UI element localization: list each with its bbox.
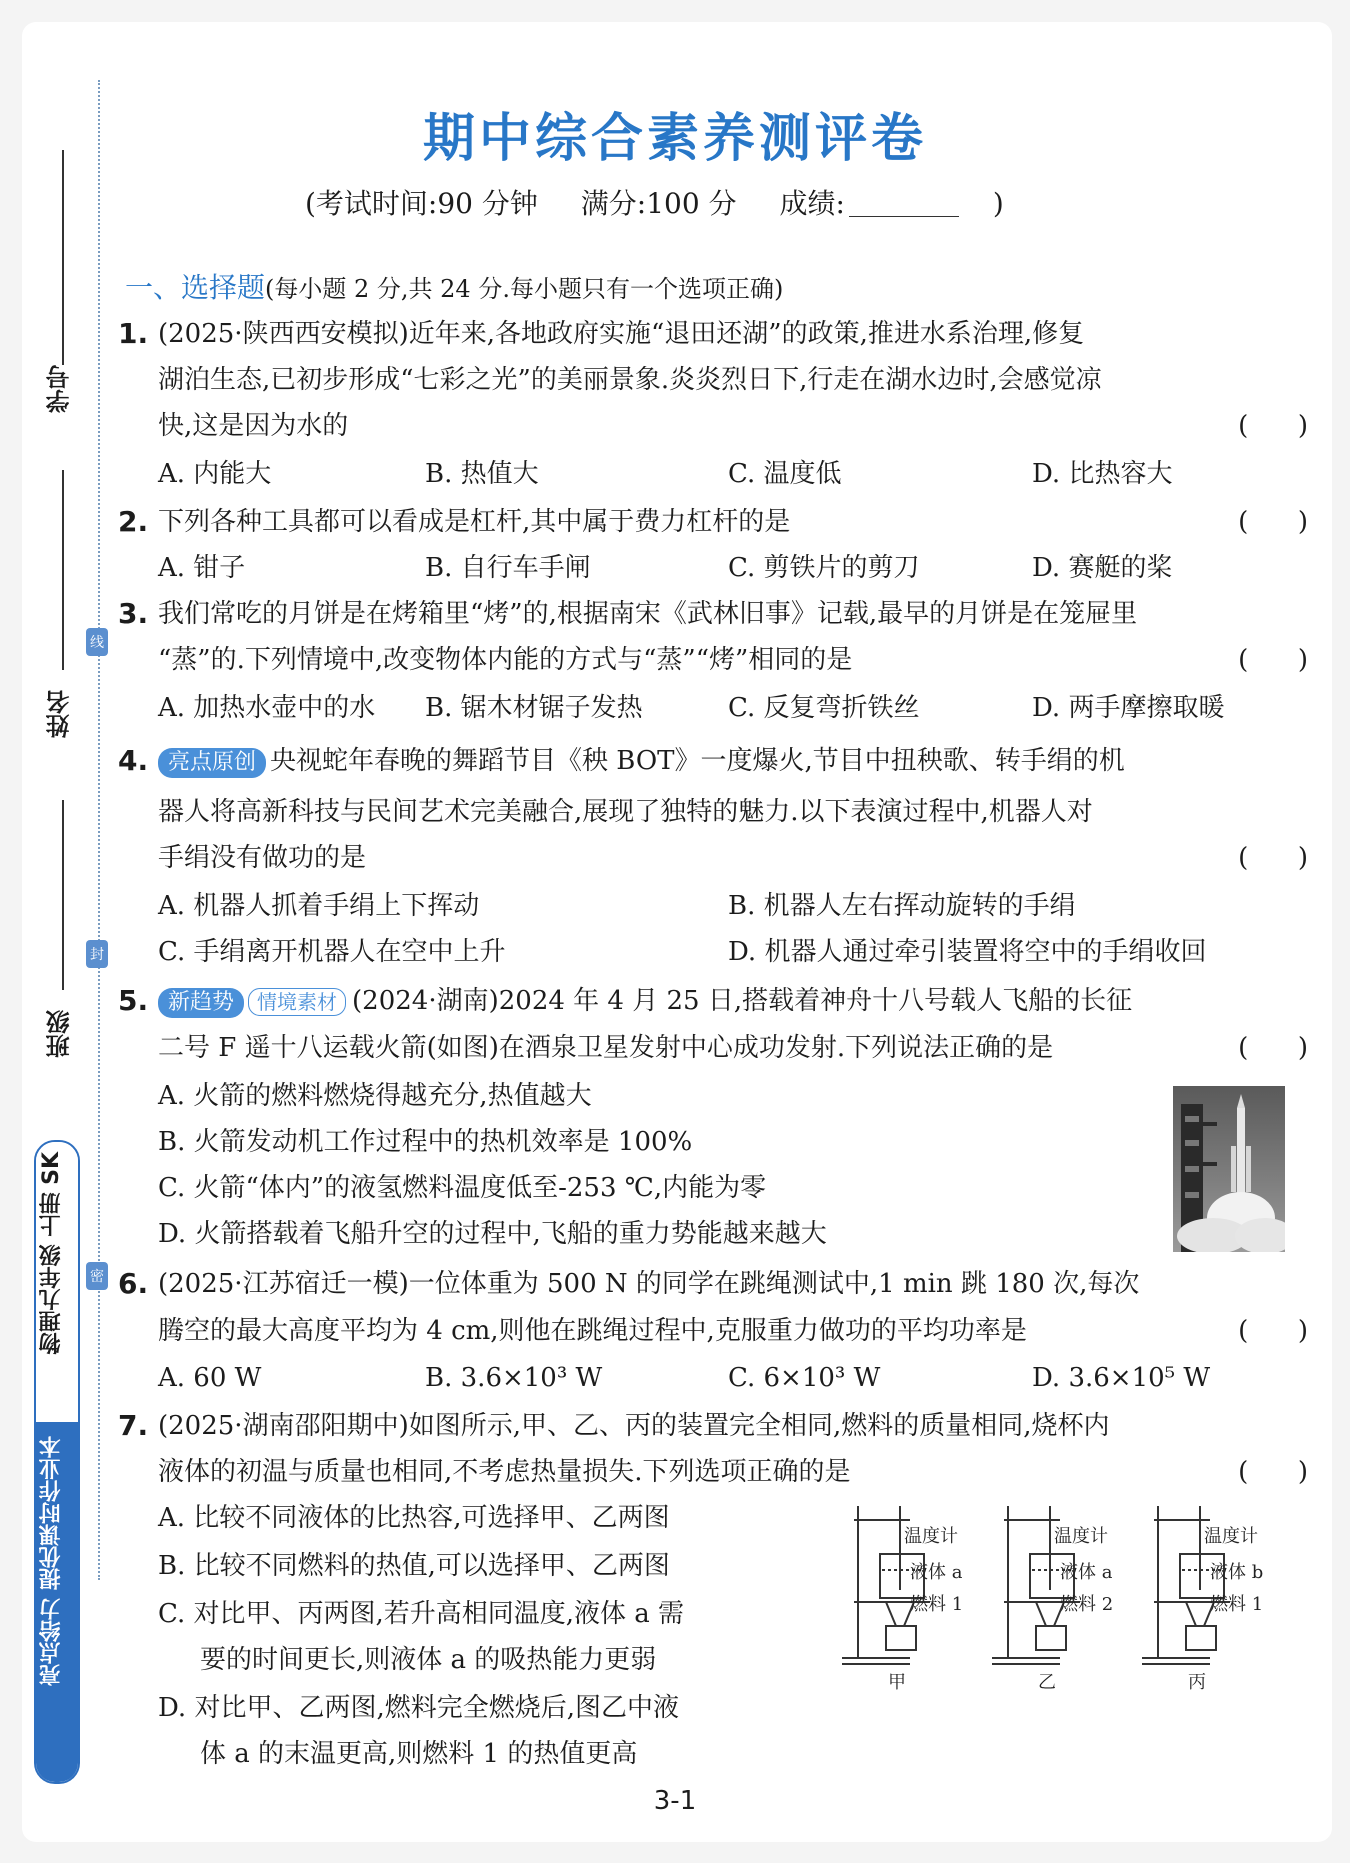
q5-number: 5. — [118, 984, 149, 1017]
spine-series-name: 亮点给力 提优课时作业本 — [39, 1436, 64, 1686]
q6-answer-paren[interactable]: ( ) — [1238, 1316, 1308, 1346]
binding-mark-seal: 封 — [86, 940, 108, 968]
liquid-label-yi: 液体 a — [1060, 1562, 1113, 1583]
q1-line: 湖泊生态,已初步形成“七彩之光”的美丽景象.炎炎烈日下,行走在湖水边时,会感觉凉 — [158, 365, 1102, 395]
heating-apparatus-figure — [830, 1498, 1300, 1694]
q6-option-c[interactable]: C. 6×10³ W — [728, 1363, 881, 1393]
exam-title: 期中综合素养测评卷 — [422, 109, 927, 169]
score-label: 成绩: — [779, 187, 845, 220]
q5-option-a[interactable]: A. 火箭的燃料燃烧得越充分,热值越大 — [158, 1081, 592, 1111]
q4-line: 央视蛇年春晚的舞蹈节目《秧 BOT》一度爆火,节目中扭秧歌、转手绢的机 — [270, 746, 1125, 776]
q4-option-b[interactable]: B. 机器人左右挥动旋转的手绢 — [728, 891, 1076, 921]
q4-option-a[interactable]: A. 机器人抓着手绢上下挥动 — [158, 891, 480, 921]
q3-line: “蒸”的.下列情境中,改变物体内能的方式与“蒸”“烤”相同的是 — [158, 645, 853, 675]
figure-label-yi: 乙 — [1038, 1672, 1056, 1693]
q6-option-d[interactable]: D. 3.6×10⁵ W — [1032, 1363, 1211, 1393]
q1-number: 1. — [118, 317, 149, 350]
spine-top-area — [36, 1142, 78, 1422]
q6-option-b[interactable]: B. 3.6×10³ W — [425, 1363, 603, 1393]
q7-number: 7. — [118, 1409, 149, 1442]
exam-time: (考试时间:90 分钟 — [305, 187, 538, 220]
q2-option-b[interactable]: B. 自行车手闸 — [425, 553, 591, 583]
q4-line-1 — [158, 745, 1125, 778]
q1-line: (2025·陕西西安模拟)近年来,各地政府实施“退田还湖”的政策,推进水系治理,修复 — [158, 319, 1085, 349]
liquid-label-jia: 液体 a — [910, 1562, 963, 1583]
q7-option-a[interactable]: A. 比较不同液体的比热容,可选择甲、乙两图 — [158, 1503, 670, 1533]
student-id-label: 学号 — [46, 365, 74, 413]
q3-option-d[interactable]: D. 两手摩擦取暖 — [1032, 693, 1225, 723]
q4-option-d[interactable]: D. 机器人通过牵引装置将空中的手绢收回 — [728, 937, 1207, 967]
q3-line: 我们常吃的月饼是在烤箱里“烤”的,根据南宋《武林旧事》记载,最早的月饼是在笼屉里 — [158, 599, 1138, 629]
q7-option-d-cont: 体 a 的末温更高,则燃料 1 的热值更高 — [200, 1739, 638, 1769]
thermometer-label: 温度计 — [1054, 1526, 1108, 1547]
q3-number: 3. — [118, 597, 149, 630]
q3-option-a[interactable]: A. 加热水壶中的水 — [158, 693, 376, 723]
q2-option-a[interactable]: A. 钳子 — [158, 553, 246, 583]
q3-answer-paren[interactable]: ( ) — [1238, 645, 1308, 675]
section-title: 一、选择题 — [125, 271, 266, 304]
thermometer-label: 温度计 — [904, 1526, 958, 1547]
spine-book-info: 物理九年级 上册 SK — [39, 1152, 64, 1355]
student-id-field — [42, 140, 82, 700]
q5-line-1 — [158, 985, 1132, 1018]
q4-option-c[interactable]: C. 手绢离开机器人在空中上升 — [158, 937, 506, 967]
q5-option-c[interactable]: C. 火箭“体内”的液氢燃料温度低至-253 ℃,内能为零 — [158, 1173, 767, 1203]
q2-number: 2. — [118, 505, 149, 538]
class-field — [42, 1010, 82, 1120]
q1-option-c[interactable]: C. 温度低 — [728, 459, 842, 489]
q3-option-c[interactable]: C. 反复弯折铁丝 — [728, 693, 920, 723]
q4-answer-paren[interactable]: ( ) — [1238, 843, 1308, 873]
q1-option-a[interactable]: A. 内能大 — [158, 459, 272, 489]
student-id-blank — [62, 150, 64, 365]
liquid-label-bing: 液体 b — [1210, 1562, 1264, 1583]
name-label: 姓名 — [46, 690, 74, 738]
q5-option-b[interactable]: B. 火箭发动机工作过程中的热机效率是 100% — [158, 1127, 693, 1157]
binding-dotted-line — [98, 80, 100, 1580]
student-id-blank-2 — [62, 470, 64, 670]
q4-badge-original: 亮点原创 — [158, 748, 266, 778]
figure-label-bing: 丙 — [1188, 1672, 1206, 1693]
q1-option-d[interactable]: D. 比热容大 — [1032, 459, 1173, 489]
q1-option-b[interactable]: B. 热值大 — [425, 459, 539, 489]
q5-answer-paren[interactable]: ( ) — [1238, 1033, 1308, 1063]
q3-option-b[interactable]: B. 锯木材锯子发热 — [425, 693, 643, 723]
name-blank — [62, 800, 64, 990]
section-heading — [125, 266, 783, 306]
q2-option-c[interactable]: C. 剪铁片的剪刀 — [728, 553, 920, 583]
binding-mark-line: 线 — [86, 628, 108, 656]
fuel-label-yi: 燃料 2 — [1060, 1594, 1114, 1615]
q7-answer-paren[interactable]: ( ) — [1238, 1457, 1308, 1487]
q2-option-d[interactable]: D. 赛艇的桨 — [1032, 553, 1173, 583]
q5-line: 二号 F 遥十八运载火箭(如图)在酒泉卫星发射中心成功发射.下列说法正确的是 — [158, 1033, 1054, 1063]
class-label: 班级 — [46, 1010, 74, 1058]
q2-answer-paren[interactable]: ( ) — [1238, 507, 1308, 537]
q4-line: 手绢没有做功的是 — [158, 843, 367, 873]
fuel-label-jia: 燃料 1 — [910, 1594, 964, 1615]
thermometer-label: 温度计 — [1204, 1526, 1258, 1547]
q6-line: 腾空的最大高度平均为 4 cm,则他在跳绳过程中,克服重力做功的平均功率是 — [158, 1316, 1027, 1346]
q6-number: 6. — [118, 1267, 149, 1300]
figure-label-jia: 甲 — [888, 1672, 906, 1693]
name-field — [42, 690, 82, 1010]
q7-option-c-cont: 要的时间更长,则液体 a 的吸热能力更弱 — [200, 1645, 657, 1675]
binding-mark-secret: 密 — [86, 1262, 108, 1290]
q5-option-d[interactable]: D. 火箭搭载着飞船升空的过程中,飞船的重力势能越来越大 — [158, 1219, 827, 1249]
q5-badge-trend: 新趋势 — [158, 988, 244, 1018]
q1-line: 快,这是因为水的 — [158, 411, 349, 441]
q5-badge-context: 情境素材 — [248, 988, 346, 1016]
page-number: 3-1 — [653, 1786, 697, 1816]
fuel-label-bing: 燃料 1 — [1210, 1594, 1264, 1615]
section-note: (每小题 2 分,共 24 分.每小题只有一个选项正确) — [265, 275, 784, 303]
q7-option-b[interactable]: B. 比较不同燃料的热值,可以选择甲、乙两图 — [158, 1551, 670, 1581]
q6-option-a[interactable]: A. 60 W — [158, 1363, 262, 1393]
q1-answer-paren[interactable]: ( ) — [1238, 411, 1308, 441]
q2-line: 下列各种工具都可以看成是杠杆,其中属于费力杠杆的是 — [158, 507, 791, 537]
rocket-launch-photo — [1173, 1086, 1285, 1252]
q4-number: 4. — [118, 744, 149, 777]
score-blank[interactable] — [849, 190, 959, 217]
q7-line: 液体的初温与质量也相同,不考虑热量损失.下列选项正确的是 — [158, 1457, 851, 1487]
spine-bottom-area — [36, 1422, 78, 1782]
q7-option-c[interactable]: C. 对比甲、丙两图,若升高相同温度,液体 a 需 — [158, 1599, 685, 1629]
book-spine — [34, 1140, 80, 1784]
info-close-paren: ) — [992, 187, 1004, 220]
q6-line: (2025·江苏宿迁一模)一位体重为 500 N 的同学在跳绳测试中,1 min 跳 180 次,每次 — [158, 1269, 1140, 1299]
q4-line: 器人将高新科技与民间艺术完美融合,展现了独特的魅力.以下表演过程中,机器人对 — [158, 797, 1093, 827]
q7-option-d[interactable]: D. 对比甲、乙两图,燃料完全燃烧后,图乙中液 — [158, 1693, 679, 1723]
q5-line: (2024·湖南)2024 年 4 月 25 日,搭载着神舟十八号载人飞船的长征 — [352, 986, 1133, 1016]
full-marks: 满分:100 分 — [580, 187, 737, 220]
q7-line: (2025·湖南邵阳期中)如图所示,甲、乙、丙的装置完全相同,燃料的质量相同,烧杯内 — [158, 1411, 1110, 1441]
exam-info-line — [305, 182, 1004, 222]
